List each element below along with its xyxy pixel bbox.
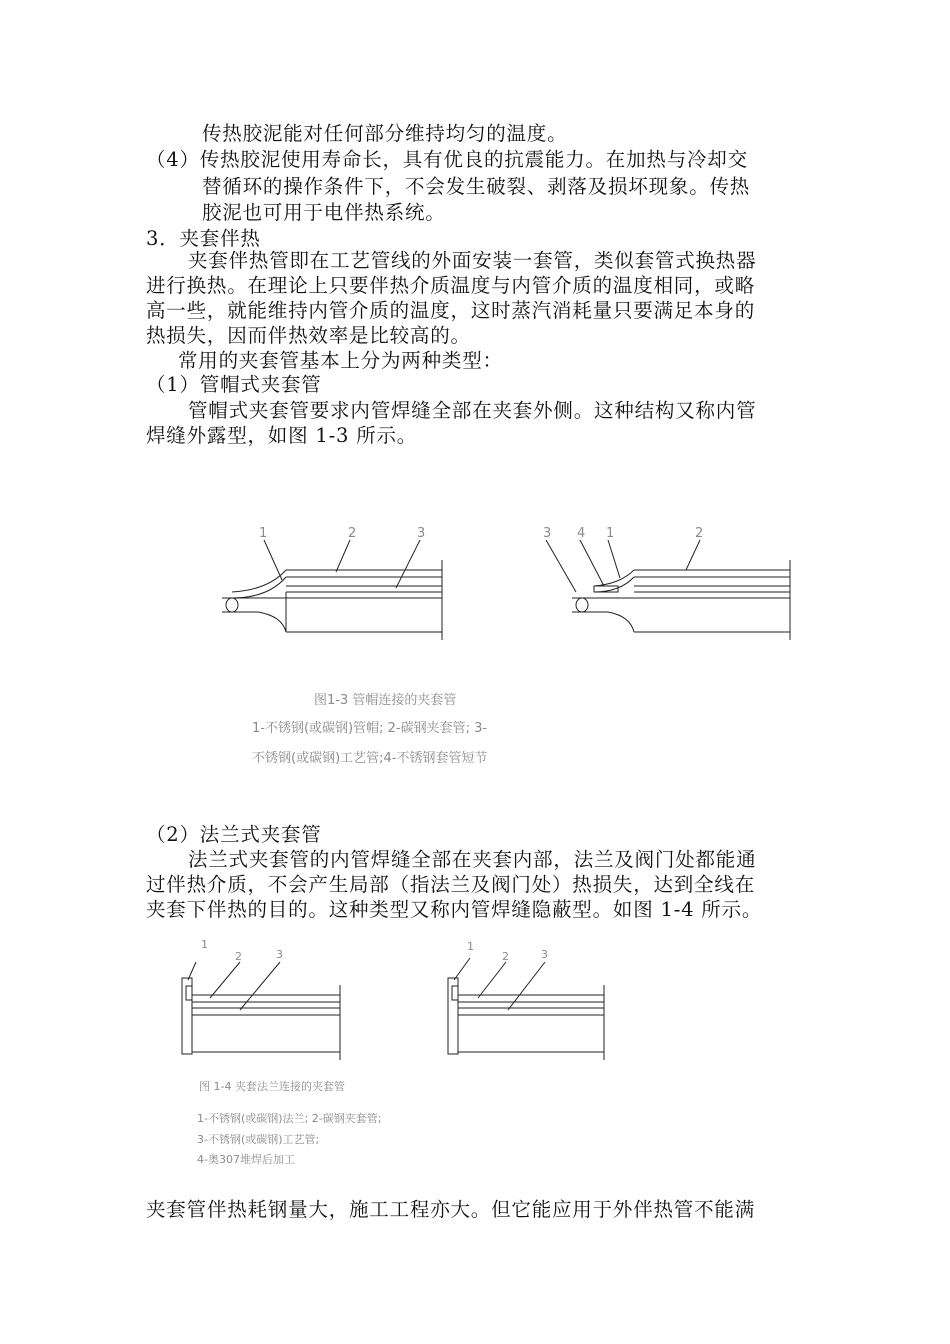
figure-legend: 3-不锈钢(或碳钢)工艺管; [197,1133,320,1146]
paragraph-line: 法兰式夹套管的内管焊缝全部在夹套内部，法兰及阀门处都能通 [188,848,757,871]
paragraph-line: 焊缝外露型，如图 1-3 所示。 [146,424,418,447]
paragraph-line: 胶泥也可用于电伴热系统。 [202,201,446,224]
figure-caption: 图1-3 管帽连接的夹套管 [314,693,457,708]
part-label: 3 [541,948,548,961]
part-label: 2 [502,950,509,963]
part-label: 4 [577,526,586,541]
part-label: 1 [606,526,615,541]
paragraph-line: 传热胶泥能对任何部分维持均匀的温度。 [202,122,568,145]
part-label: 3 [543,526,552,541]
paragraph-line: 热损失，因而伴热效率是比较高的。 [146,324,471,347]
section-heading: 3．夹套伴热 [146,227,261,250]
paragraph-line: 管帽式夹套管要求内管焊缝全部在夹套外侧。这种结构又称内管 [188,399,757,422]
paragraph-line: 夹套伴热管即在工艺管线的外面安装一套管，类似套管式换热器 [188,249,757,272]
paragraph-line: （4）传热胶泥使用寿命长，具有优良的抗震能力。在加热与冷却交 [146,148,748,171]
paragraph-line: 常用的夹套管基本上分为两种类型： [178,349,503,372]
part-label: 1 [259,526,268,541]
figure-legend: 1-不锈钢(或碳钢)法兰; 2-碳钢夹套管; [197,1112,382,1125]
figure-caption: 图 1-4 夹套法兰连接的夹套管 [199,1080,345,1093]
paragraph-line: 夹套下伴热的目的。这种类型又称内管焊缝隐蔽型。如图 1-4 所示。 [146,898,763,921]
paragraph-line: 高一些，就能维持内管介质的温度，这时蒸汽消耗量只要满足本身的 [146,299,756,322]
paragraph-line: 过伴热介质，不会产生局部（指法兰及阀门处）热损失，达到全线在 [146,873,756,896]
part-label: 2 [348,526,357,541]
paragraph-line: 替循环的操作条件下，不会发生破裂、剥落及损坏现象。传热 [202,175,751,198]
paragraph-line: 进行换热。在理论上只要伴热介质温度与内管介质的温度相同，或略 [146,274,756,297]
part-label: 2 [235,950,242,963]
part-label: 1 [467,940,474,953]
part-label: 3 [276,948,283,961]
part-label: 3 [417,526,426,541]
part-label: 1 [201,938,208,951]
subsection-heading: （2）法兰式夹套管 [146,823,322,846]
figure-legend: 4-奥307堆焊后加工 [197,1153,295,1166]
subsection-heading: （1）管帽式夹套管 [146,373,322,396]
figure-legend: 1-不锈钢(或碳钢)管帽; 2-碳钢夹套管; 3- [252,721,488,736]
part-label: 2 [695,526,704,541]
figure-legend: 不锈钢(或碳钢)工艺管;4-不锈钢套管短节 [252,751,488,766]
paragraph-line: 夹套管伴热耗钢量大，施工工程亦大。但它能应用于外伴热管不能满 [146,1198,756,1221]
